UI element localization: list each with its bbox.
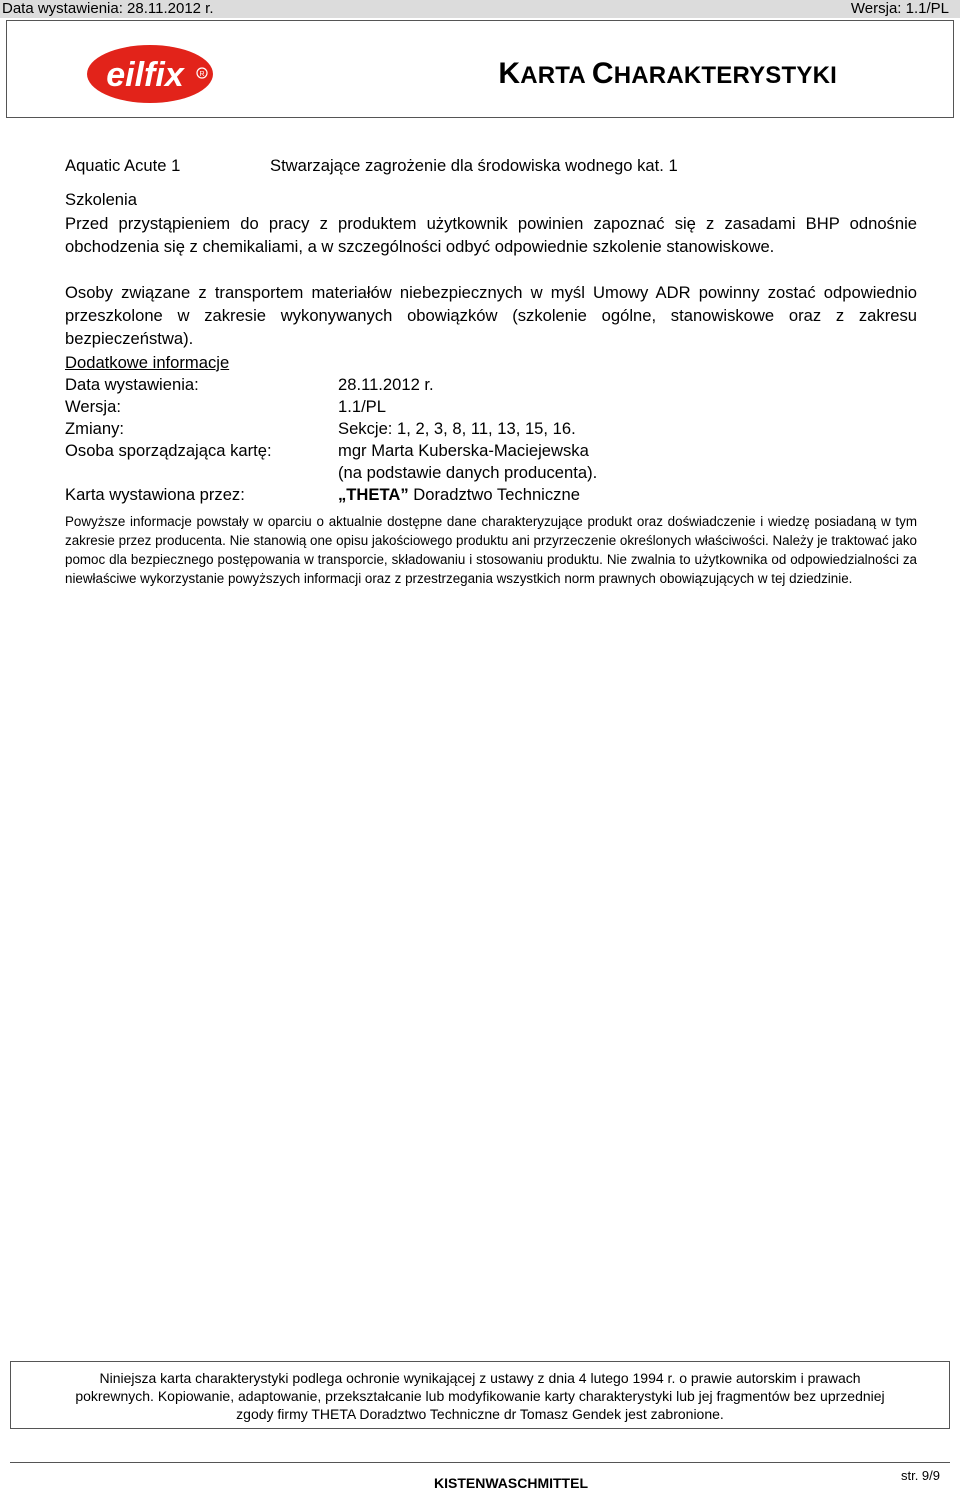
document-title: KARTA CHARAKTERYSTYKI — [498, 57, 837, 90]
copyright-line-2: pokrewnych. Kopiowanie, adaptowanie, przekształcanie lub modyfikowanie karty charakterystyki lub jej fragmentów bez uprzedniej — [75, 1388, 885, 1404]
footer-divider — [10, 1462, 950, 1463]
copyright-line-3: zgody firmy THETA Doradztwo Techniczne dr Tomasz Gendek jest zabronione. — [236, 1406, 724, 1422]
hazard-row — [65, 155, 678, 177]
training-paragraph-1: Przed przystąpieniem do pracy z produktem użytkownik powinien zapoznać się z zasadami BHP odnośnie obchodzenia się z chemikaliami, a w szczególności odbyć odpowiednie szkolenie stanowiskowe. — [65, 214, 917, 256]
author-label: Osoba sporządzająca kartę: — [65, 441, 272, 460]
issue-date-label: Data wystawienia: — [65, 375, 199, 394]
top-bar — [0, 0, 960, 18]
svg-text:R: R — [199, 71, 205, 78]
issuer-value: „THETA” Doradztwo Techniczne — [338, 485, 580, 504]
copyright-line-1: Niniejsza karta charakterystyki podlega ochronie wynikającej z ustawy z dnia 4 lutego 1994 r. o prawie autorskim i prawach — [99, 1370, 861, 1386]
page-number: str. 9/9 — [900, 1468, 940, 1483]
issue-date-value: 28.11.2012 r. — [338, 375, 434, 394]
hazard-code: Aquatic Acute 1 — [65, 156, 181, 175]
product-name: KISTENWASCHMITTEL — [434, 1475, 588, 1491]
author-value: mgr Marta Kuberska-Maciejewska — [338, 441, 589, 460]
disclaimer-text: Powyższe informacje powstały w oparciu o aktualnie dostępne dane charakteryzujące produkt oraz doświadczenie i wiedzę posiadaną w tym zakresie przez producenta. Nie stanowią one opisu jakościowego produktu ani przyrzeczenie określonych właściwości. Należy je traktować jako pomoc dla bezpiecznego postępowania w transporcie, składowaniu i stosowaniu produktu. Nie zwalnia to użytkownika od odpowiedzialności za niewłaściwe wykorzystanie powyższych informacji oraz z przestrzegania wszystkich norm prawnych obowiązujących w tej dziedzinie. — [65, 514, 917, 587]
document-header — [6, 20, 954, 118]
version-value: 1.1/PL — [338, 397, 386, 416]
version-label: Wersja: — [65, 397, 121, 416]
changes-value: Sekcje: 1, 2, 3, 8, 11, 13, 15, 16. — [338, 419, 576, 438]
training-heading: Szkolenia — [65, 190, 137, 209]
additional-info-heading: Dodatkowe informacje — [65, 353, 230, 372]
eilfix-logo — [85, 43, 215, 110]
hazard-description: Stwarzające zagrożenie dla środowiska wodnego kat. 1 — [270, 156, 678, 175]
author-note: (na podstawie danych producenta). — [338, 463, 598, 482]
copyright-notice-box — [10, 1361, 950, 1429]
issue-date-header: Data wystawienia: 28.11.2012 r. — [2, 0, 214, 17]
changes-label: Zmiany: — [65, 419, 125, 438]
version-header: Wersja: 1.1/PL — [850, 0, 949, 17]
issuer-label: Karta wystawiona przez: — [65, 485, 245, 504]
training-paragraph-2: Osoby związane z transportem materiałów niebezpiecznych w myśl Umowy ADR powinny zostać odpowiednio przeszkolone w zakresie wykonywanych obowiązków (szkolenie ogólne, stanowiskowe oraz z zakresu bezpieczeństwa). — [65, 283, 917, 348]
logo-text: eilfix — [106, 56, 184, 94]
